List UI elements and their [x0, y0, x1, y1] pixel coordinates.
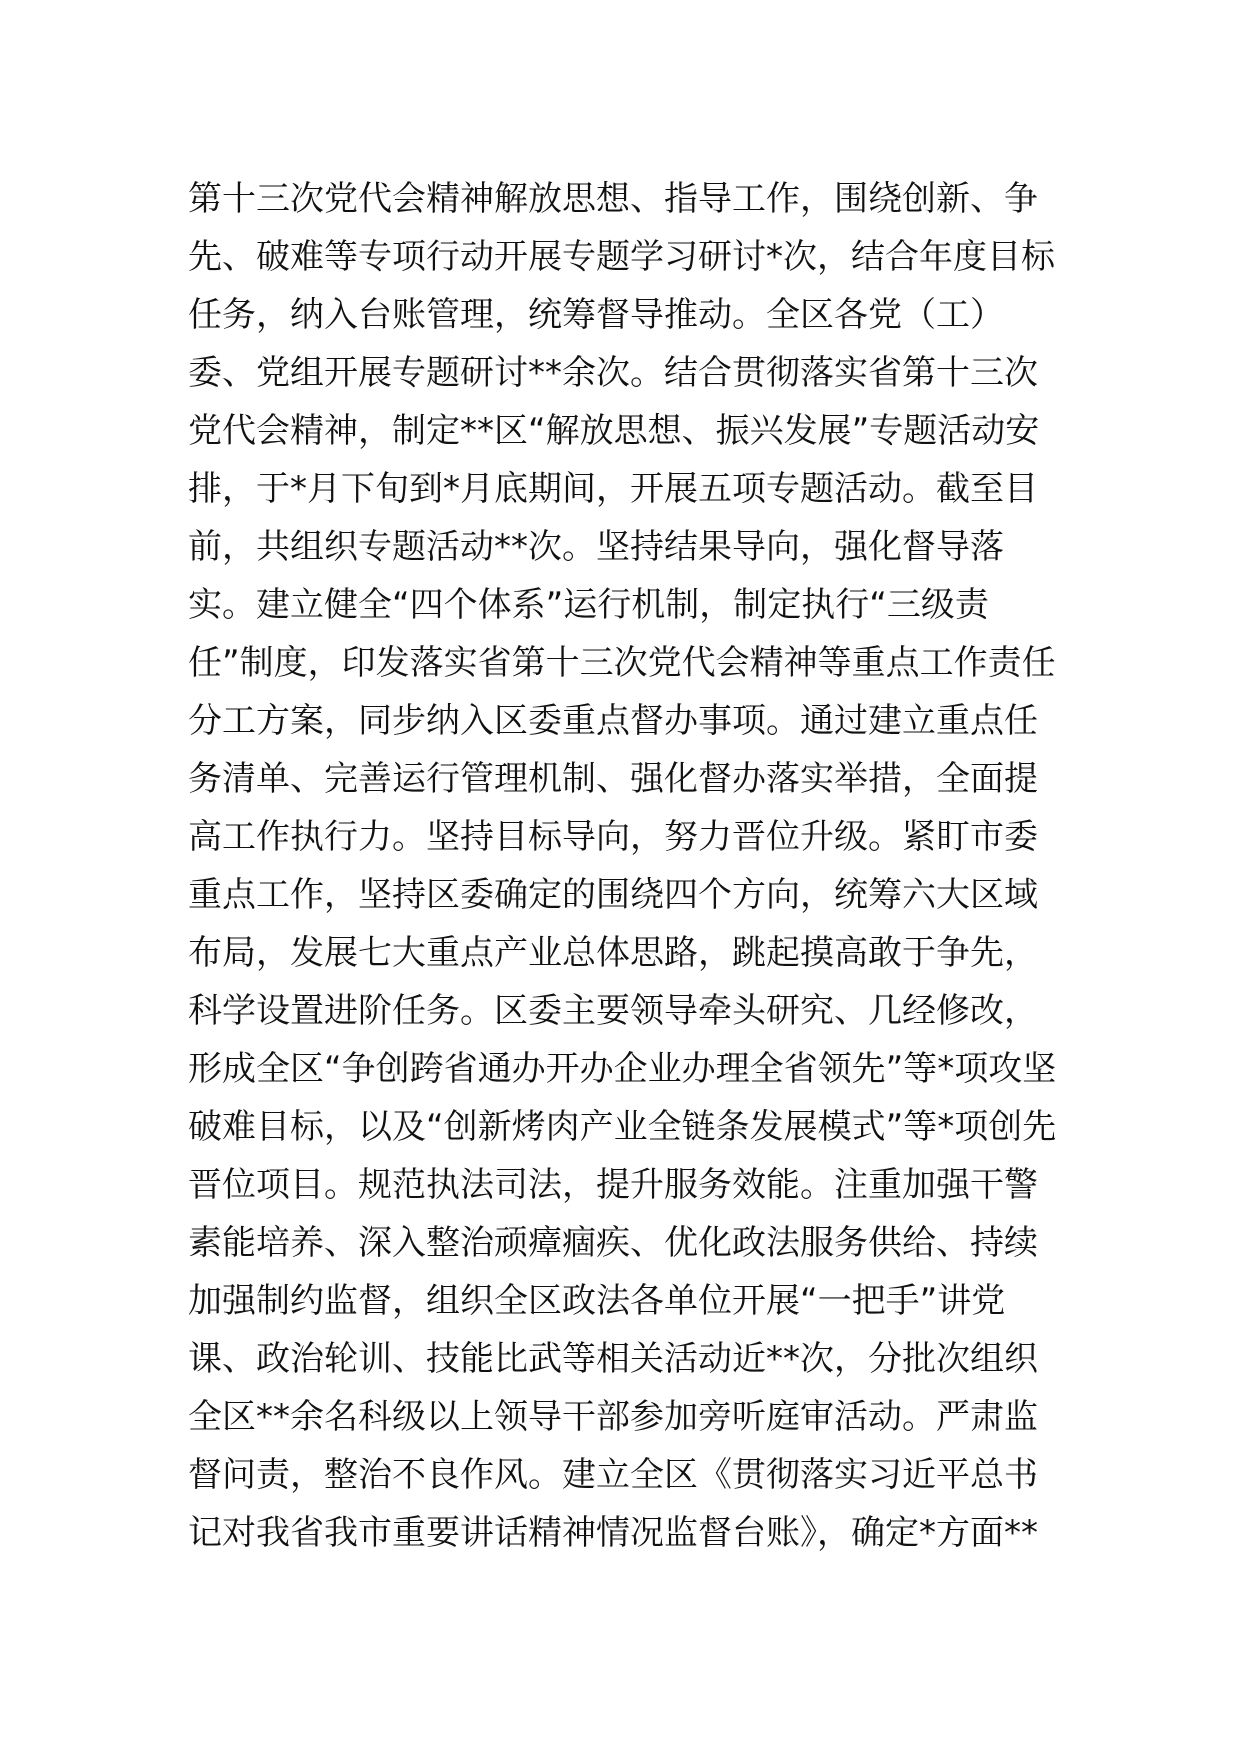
text-line-12: 高工作执行力。坚持目标导向，努力晋位升级。紧盯市委	[188, 817, 1038, 857]
text-line-15: 科学设置进阶任务。区委主要领导牵头研究、几经修改，	[188, 991, 1038, 1031]
text-line-21: 课、政治轮训、技能比武等相关活动近**次，分批次组织	[188, 1339, 1038, 1379]
text-line-19: 素能培养、深入整治顽瘴痼疾、优化政法服务供给、持续	[188, 1223, 1038, 1263]
text-line-5: 党代会精神，制定**区“解放思想、振兴发展”专题活动安	[188, 411, 1040, 451]
text-line-11: 务清单、完善运行管理机制、强化督办落实举措，全面提	[188, 759, 1038, 799]
text-line-1: 第十三次党代会精神解放思想、指导工作，围绕创新、争	[188, 179, 1038, 219]
text-line-8: 实。建立健全“四个体系”运行机制，制定执行“三级责	[188, 585, 989, 625]
text-line-14: 布局，发展七大重点产业总体思路，跳起摸高敢于争先，	[188, 933, 1038, 973]
text-line-16: 形成全区“争创跨省通办开办企业办理全省领先”等*项攻坚	[188, 1049, 1057, 1089]
text-line-24: 记对我省我市重要讲话精神情况监督台账》，确定*方面**	[188, 1513, 1038, 1553]
text-line-7: 前，共组织专题活动**次。坚持结果导向，强化督导落	[188, 527, 1004, 567]
text-line-9: 任”制度，印发落实省第十三次党代会精神等重点工作责任	[188, 643, 1056, 683]
body-text	[188, 170, 1058, 1562]
text-line-20: 加强制约监督，组织全区政法各单位开展“一把手”讲党	[188, 1281, 1006, 1321]
text-line-22: 全区**余名科级以上领导干部参加旁听庭审活动。严肃监	[188, 1397, 1038, 1437]
text-line-13: 重点工作，坚持区委确定的围绕四个方向，统筹六大区域	[188, 875, 1038, 915]
text-line-18: 晋位项目。规范执法司法，提升服务效能。注重加强干警	[188, 1165, 1038, 1205]
text-line-3: 任务，纳入台账管理，统筹督导推动。全区各党（工）	[188, 295, 1004, 335]
text-line-10: 分工方案，同步纳入区委重点督办事项。通过建立重点任	[188, 701, 1038, 741]
text-line-6: 排，于*月下旬到*月底期间，开展五项专题活动。截至目	[188, 469, 1038, 509]
text-line-23: 督问责，整治不良作风。建立全区《贯彻落实习近平总书	[188, 1455, 1038, 1495]
text-line-17: 破难目标，以及“创新烤肉产业全链条发展模式”等*项创先	[188, 1107, 1057, 1147]
text-line-4: 委、党组开展专题研讨**余次。结合贯彻落实省第十三次	[188, 353, 1038, 393]
text-line-2: 先、破难等专项行动开展专题学习研讨*次，结合年度目标	[188, 237, 1055, 277]
